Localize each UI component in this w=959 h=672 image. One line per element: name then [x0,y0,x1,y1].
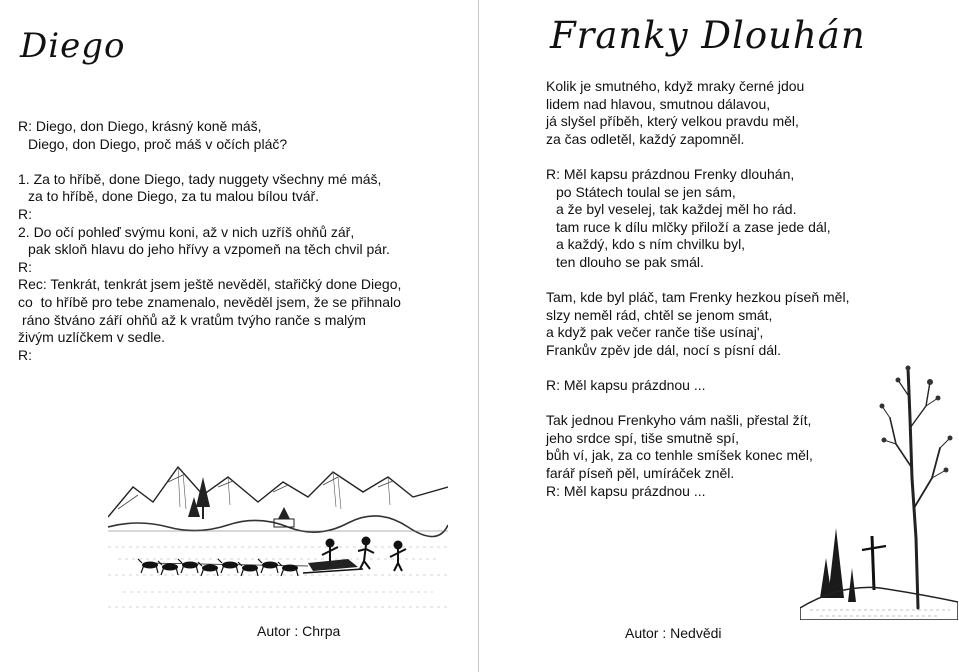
sled-dogs-winter-landscape-icon [108,447,448,612]
lyric-line: R: Měl kapsu prázdnou ... [546,377,706,394]
lyric-line: R: Diego, don Diego, krásný koně máš, [18,118,262,134]
lyric-line: pak skloň hlavu do jeho hřívy a vzpomeň na těch chvil pár. [28,241,390,258]
author-credit: Autor : Chrpa [257,623,341,639]
lyric-line: 1. Za to hříbě, done Diego, tady nuggety všechny mé máš, [18,170,382,187]
song-title: Franky Dlouhán [550,14,866,57]
lyric-line: bůh ví, jak, za co tenhle smíšek konec měl, [546,447,813,464]
lyric-line: já slyšel příběh, který velkou pravdu měl, [546,113,799,130]
lyric-line: R: Měl kapsu prázdnou ... [546,482,706,499]
lyric-line: farář píseň pěl, umíráček zněl. [546,465,735,482]
lyric-line [546,272,849,290]
lyric-line: co to hříbě pro tebe znamenalo, nevěděl jsem, že se přihnalo [18,293,401,310]
lyric-line: za čas odletěl, každý zapomněl. [546,130,745,147]
lyric-line: Tam, kde byl pláč, tam Frenky hezkou píseň měl, [546,289,850,306]
lyric-line: tam ruce k dílu mlčky přiloží a zase jede dál, [556,218,831,235]
lyric-line: Tak jednou Frenkyho vám našli, přestal žít, [546,412,812,429]
right-page [480,0,959,672]
lyric-line: a že byl veselej, tak každej měl ho rád. [556,201,797,218]
lyric-line: jeho srdce spí, tiše smutně spí, [546,429,739,446]
lyric-line: slzy neměl rád, chtěl se jenom smát, [546,306,773,323]
lyric-line: živým uzlíčkem v sedle. [18,329,166,346]
left-page [0,0,479,672]
lyrics-block [18,118,401,364]
lyric-line: lidem nad hlavou, smutnou dálavou, [546,95,771,112]
lyric-line [546,148,849,166]
lyric-line: a každý, kdo s ním chvilku byl, [556,236,746,253]
lyric-line: R: [18,205,32,222]
lyric-line: ráno štváno září ohňů až k vratům tvýho ranče s malým [22,311,366,328]
song-title: Diego [20,26,126,66]
lyric-line [18,153,401,171]
lyric-line: Kolik je smutného, když mraky černé jdou [546,78,805,94]
lyric-line: a když pak večer ranče tiše usínaj', [546,324,764,341]
lyric-line: R: [18,258,32,275]
lyric-line: za to hříbě, done Diego, za tu malou bílou tvář. [28,188,320,205]
tree-and-cross-hill-icon [800,358,958,620]
lyric-line: Frankův zpěv jde dál, nocí s písní dál. [546,341,782,358]
lyric-line: R: Měl kapsu prázdnou Frenky dlouhán, [546,165,795,182]
lyric-line: 2. Do očí pohleď svýmu koni, až v nich uzříš ohňů zář, [18,223,355,240]
author-credit: Autor : Nedvědi [625,625,722,641]
lyric-line: R: [18,346,32,363]
lyric-line: Rec: Tenkrát, tenkrát jsem ještě nevěděl, stařičký done Diego, [18,276,402,293]
lyric-line: po Státech toulal se jen sám, [556,183,736,200]
lyric-line: ten dlouho se pak smál. [556,253,704,270]
lyric-line: Diego, don Diego, proč máš v očích pláč? [28,135,288,152]
